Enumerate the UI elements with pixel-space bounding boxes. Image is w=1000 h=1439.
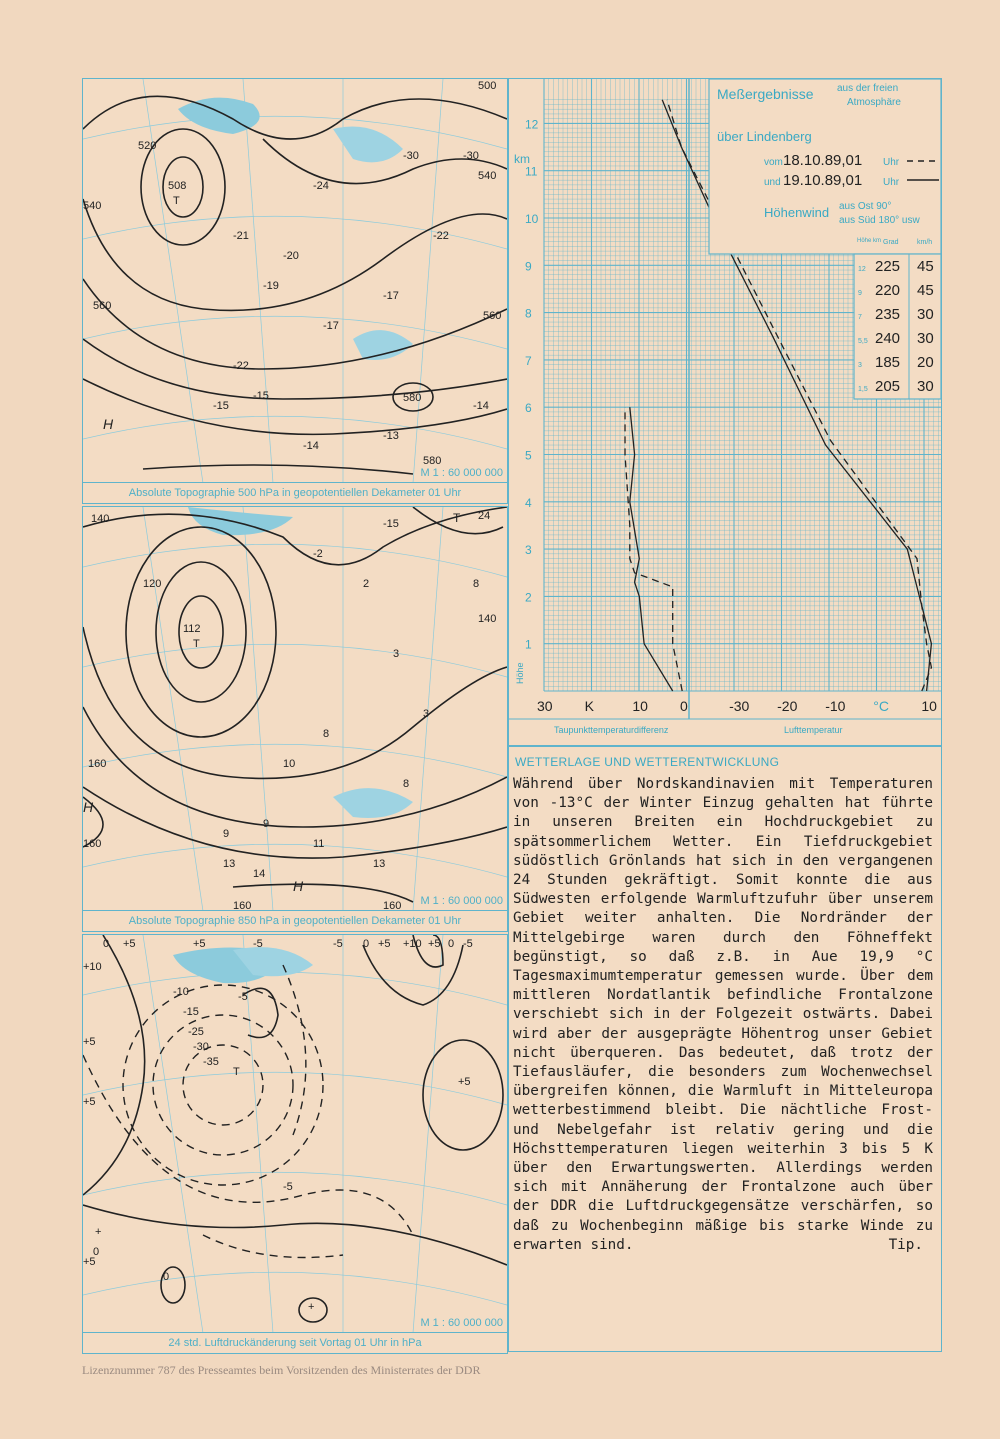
svg-text:0: 0 bbox=[103, 938, 110, 950]
wind-row-deg: 240 bbox=[875, 330, 901, 347]
wind-row-height: 3 bbox=[858, 362, 862, 369]
svg-text:-21: -21 bbox=[233, 230, 249, 242]
svg-text:+5: +5 bbox=[83, 1256, 96, 1268]
date1-suffix: Uhr bbox=[883, 157, 900, 168]
svg-text:-5: -5 bbox=[253, 938, 263, 950]
date1-prefix: vom bbox=[764, 157, 783, 168]
svg-text:9: 9 bbox=[223, 828, 230, 840]
svg-text:+5: +5 bbox=[458, 1076, 471, 1088]
forecast-title: WETTERLAGE UND WETTERENTWICKLUNG bbox=[515, 755, 780, 769]
wind-head-deg: Grad bbox=[883, 239, 899, 246]
svg-text:540: 540 bbox=[83, 200, 102, 212]
svg-text:-24: -24 bbox=[313, 180, 329, 192]
wind-row-deg: 185 bbox=[875, 354, 901, 371]
wind-title: Höhenwind bbox=[764, 205, 830, 220]
svg-text:0: 0 bbox=[448, 938, 455, 950]
svg-text:-15: -15 bbox=[183, 1006, 199, 1018]
svg-text:540: 540 bbox=[478, 170, 497, 182]
svg-text:+5: +5 bbox=[83, 1096, 96, 1108]
map-pressure-change-drawing bbox=[83, 935, 507, 1333]
wind-note-2: aus Süd 180° usw bbox=[839, 215, 920, 226]
svg-text:2: 2 bbox=[363, 578, 370, 590]
svg-text:560: 560 bbox=[93, 300, 112, 312]
svg-text:3: 3 bbox=[393, 648, 400, 660]
wind-row-height: 1,5 bbox=[858, 386, 868, 393]
svg-text:120: 120 bbox=[143, 578, 162, 590]
svg-text:-13: -13 bbox=[383, 430, 399, 442]
svg-text:+5: +5 bbox=[428, 938, 441, 950]
wind-row-speed: 30 bbox=[917, 378, 934, 395]
svg-text:+: + bbox=[95, 1226, 102, 1238]
svg-text:160: 160 bbox=[233, 900, 252, 911]
svg-text:0: 0 bbox=[93, 1246, 100, 1258]
wind-row-speed: 20 bbox=[917, 354, 934, 371]
svg-text:+5: +5 bbox=[378, 938, 391, 950]
svg-text:13: 13 bbox=[373, 858, 386, 870]
svg-text:T: T bbox=[233, 1066, 240, 1078]
y-tick-label: 2 bbox=[525, 590, 532, 605]
svg-text:-17: -17 bbox=[323, 320, 339, 332]
svg-text:+10: +10 bbox=[83, 961, 102, 973]
svg-text:8: 8 bbox=[323, 728, 330, 740]
svg-text:-30: -30 bbox=[193, 1041, 209, 1053]
wind-row-height: 9 bbox=[858, 290, 862, 297]
y-unit: km bbox=[514, 152, 530, 166]
wind-row-height: 12 bbox=[858, 266, 866, 273]
svg-text:+: + bbox=[308, 1301, 315, 1313]
temp-tick-label: °C bbox=[873, 698, 890, 714]
svg-text:520: 520 bbox=[138, 140, 157, 152]
sea-shape bbox=[178, 98, 260, 134]
svg-text:560: 560 bbox=[483, 310, 502, 322]
date2-suffix: Uhr bbox=[883, 177, 900, 188]
svg-text:3: 3 bbox=[423, 708, 430, 720]
date2-prefix: und bbox=[764, 177, 781, 188]
y-tick-label: 4 bbox=[525, 495, 532, 510]
svg-text:-15: -15 bbox=[213, 400, 229, 412]
map-caption: Absolute Topographie 500 hPa in geopotentiellen Dekameter 01 Uhr bbox=[83, 482, 507, 503]
svg-text:13: 13 bbox=[223, 858, 236, 870]
svg-text:H: H bbox=[83, 799, 94, 815]
temp-tick-label: -30 bbox=[729, 698, 750, 714]
svg-text:508: 508 bbox=[168, 180, 187, 192]
y-tick-label: 9 bbox=[525, 259, 532, 274]
wind-row-speed: 45 bbox=[917, 282, 934, 299]
wind-head-speed: km/h bbox=[917, 239, 933, 246]
sounding-location: über Lindenberg bbox=[717, 129, 812, 144]
svg-text:H: H bbox=[293, 878, 304, 894]
y-tick-label: 5 bbox=[525, 448, 532, 463]
map-500hpa bbox=[82, 78, 508, 504]
svg-text:-5: -5 bbox=[333, 938, 343, 950]
map-850hpa bbox=[82, 506, 508, 932]
y-tick-label: 6 bbox=[525, 401, 532, 416]
dew-tick-label: K bbox=[584, 698, 595, 714]
svg-text:T: T bbox=[453, 511, 461, 525]
map-scale: M 1 : 60 000 000 bbox=[420, 467, 503, 479]
svg-text:8: 8 bbox=[403, 778, 410, 790]
date2: 19.10.89,01 bbox=[783, 172, 863, 189]
y-tick-label: 8 bbox=[525, 306, 532, 321]
y-label: Höhe bbox=[515, 662, 525, 684]
map-caption: 24 std. Luftdruckänderung seit Vortag 01 Uhr in hPa bbox=[83, 1332, 507, 1353]
svg-text:160: 160 bbox=[383, 900, 402, 911]
svg-text:-2: -2 bbox=[313, 548, 323, 560]
dew-tick-label: 30 bbox=[537, 698, 553, 714]
svg-text:+5: +5 bbox=[123, 938, 136, 950]
dew-label: Taupunkttemperaturdifferenz bbox=[554, 725, 669, 735]
svg-text:-20: -20 bbox=[283, 250, 299, 262]
date1: 18.10.89,01 bbox=[783, 152, 863, 169]
svg-text:500: 500 bbox=[478, 80, 497, 92]
svg-text:-15: -15 bbox=[383, 518, 399, 530]
forecast-text-panel bbox=[508, 746, 942, 1352]
svg-text:160: 160 bbox=[83, 838, 102, 850]
svg-text:-22: -22 bbox=[433, 230, 449, 242]
svg-text:24: 24 bbox=[478, 510, 491, 522]
svg-text:-5: -5 bbox=[283, 1181, 293, 1193]
wind-row-deg: 205 bbox=[875, 378, 901, 395]
wind-note-1: aus Ost 90° bbox=[839, 201, 892, 212]
wind-row-speed: 30 bbox=[917, 306, 934, 323]
svg-text:+5: +5 bbox=[83, 1036, 96, 1048]
svg-text:-5: -5 bbox=[238, 991, 248, 1003]
svg-text:580: 580 bbox=[423, 455, 442, 467]
temp-tick-label: -20 bbox=[777, 698, 798, 714]
svg-text:+5: +5 bbox=[193, 938, 206, 950]
temp-tick-label: -10 bbox=[825, 698, 846, 714]
svg-text:160: 160 bbox=[88, 758, 107, 770]
sounding-title: Meßergebnisse bbox=[717, 86, 814, 102]
sounding-title-2a: aus der freien bbox=[837, 83, 899, 94]
map-scale: M 1 : 60 000 000 bbox=[420, 1317, 503, 1329]
svg-text:-5: -5 bbox=[463, 938, 473, 950]
svg-text:140: 140 bbox=[91, 513, 110, 525]
svg-text:112: 112 bbox=[183, 623, 201, 635]
y-tick-label: 12 bbox=[525, 117, 539, 132]
map-500hpa-drawing bbox=[83, 79, 507, 483]
wind-row-deg: 235 bbox=[875, 306, 901, 323]
svg-text:T: T bbox=[193, 638, 200, 650]
svg-text:-19: -19 bbox=[263, 280, 279, 292]
svg-text:-17: -17 bbox=[383, 290, 399, 302]
svg-text:14: 14 bbox=[253, 868, 266, 880]
forecast-signature: Tip. bbox=[888, 1236, 923, 1253]
forecast-body bbox=[513, 775, 933, 1255]
svg-text:11: 11 bbox=[313, 838, 325, 850]
svg-text:-35: -35 bbox=[203, 1056, 219, 1068]
temp-label: Lufttemperatur bbox=[784, 725, 843, 735]
sounding-title-2b: Atmosphäre bbox=[847, 97, 901, 108]
svg-text:10: 10 bbox=[283, 758, 296, 770]
svg-text:T: T bbox=[173, 195, 180, 207]
wind-row-speed: 45 bbox=[917, 258, 934, 275]
svg-text:-22: -22 bbox=[233, 360, 249, 372]
y-tick-label: 11 bbox=[525, 164, 538, 179]
forecast-body-text: Während über Nordskandinavien mit Temperaturen von -13°C der Winter Einzug gehalten hat führte in unseren Breiten ein Hochdruckgebiet zu spätsommerlichem Wetter. Ein Tiefdruckgebiet südöstlich Grönlands hat sich in den vergangenen 24 Stunden gekräftigt. Somit konnte die aus Südwesten erfolgende Warmluftzufuhr über unserem Gebiet weiter anhalten. Die Nordränder der Mittelgebirge waren durch den Föhneffekt begünstigt, so daß z.B. in Aue 19,9 °C Tagesmaximumtemperatur gemessen wurde. Über dem mittleren Nordatlantik befindliche Frontalzone verschiebt sich in der Folgezeit ostwärts. Dabei wird aber der ausgeprägte Höhentrog unser Gebiet nicht überqueren. Das bedeutet, daß trotz der Tiefausläufer, die besonders zum Wochenwechsel übergreifen können, die Warmluft in Mitteleuropa wetterbestimmend bleibt. Die nächtliche Frost- und Nebelgefahr ist relativ gering und die Höchsttemperaturen liegen weiterhin 3 bis 5 K über den Erwartungswerten. Allerdings werden sich mit Annäherung der Frontalzone auch über der DDR die Luftdruckgegensätze verschärfen, so daß zu Wochenbeginn mäßige bis starke Winde zu erwarten sind. bbox=[513, 776, 933, 1253]
svg-text:-30: -30 bbox=[403, 150, 419, 162]
y-tick-label: 3 bbox=[525, 543, 532, 558]
wind-row-deg: 225 bbox=[875, 258, 901, 275]
svg-text:-10: -10 bbox=[173, 986, 189, 998]
map-850hpa-drawing bbox=[83, 507, 507, 911]
svg-text:-15: -15 bbox=[253, 390, 269, 402]
svg-text:-30: -30 bbox=[463, 150, 479, 162]
wind-row-speed: 30 bbox=[917, 330, 934, 347]
dew-tick-label: 0 bbox=[680, 698, 688, 714]
wind-row-height: 5,5 bbox=[858, 338, 868, 345]
svg-text:-14: -14 bbox=[303, 440, 319, 452]
y-tick-label: 1 bbox=[525, 637, 532, 652]
svg-text:0: 0 bbox=[363, 938, 370, 950]
license-line: Lizenznummer 787 des Presseamtes beim Vorsitzenden des Ministerrates der DDR bbox=[82, 1363, 481, 1377]
sounding-svg bbox=[509, 79, 941, 745]
svg-text:8: 8 bbox=[473, 578, 480, 590]
temp-tick-label: 10 bbox=[921, 698, 937, 714]
svg-text:H: H bbox=[103, 416, 114, 432]
svg-text:9: 9 bbox=[263, 818, 270, 830]
map-scale: M 1 : 60 000 000 bbox=[420, 895, 503, 907]
y-tick-label: 10 bbox=[525, 212, 539, 226]
svg-text:-14: -14 bbox=[473, 400, 489, 412]
wind-row-height: 7 bbox=[858, 314, 862, 321]
svg-text:-25: -25 bbox=[188, 1026, 204, 1038]
wind-row-deg: 220 bbox=[875, 282, 901, 299]
svg-text:140: 140 bbox=[478, 613, 497, 625]
svg-text:580: 580 bbox=[403, 392, 422, 404]
svg-text:+10: +10 bbox=[403, 938, 422, 950]
sounding-chart bbox=[508, 78, 942, 746]
svg-text:0: 0 bbox=[163, 1271, 170, 1283]
map-pressure-change bbox=[82, 934, 508, 1354]
dew-tick-label: 10 bbox=[632, 698, 648, 714]
wind-head-height: Höhe km bbox=[857, 238, 882, 244]
y-tick-label: 7 bbox=[525, 353, 532, 368]
map-caption: Absolute Topographie 850 hPa in geopotentiellen Dekameter 01 Uhr bbox=[83, 910, 507, 931]
